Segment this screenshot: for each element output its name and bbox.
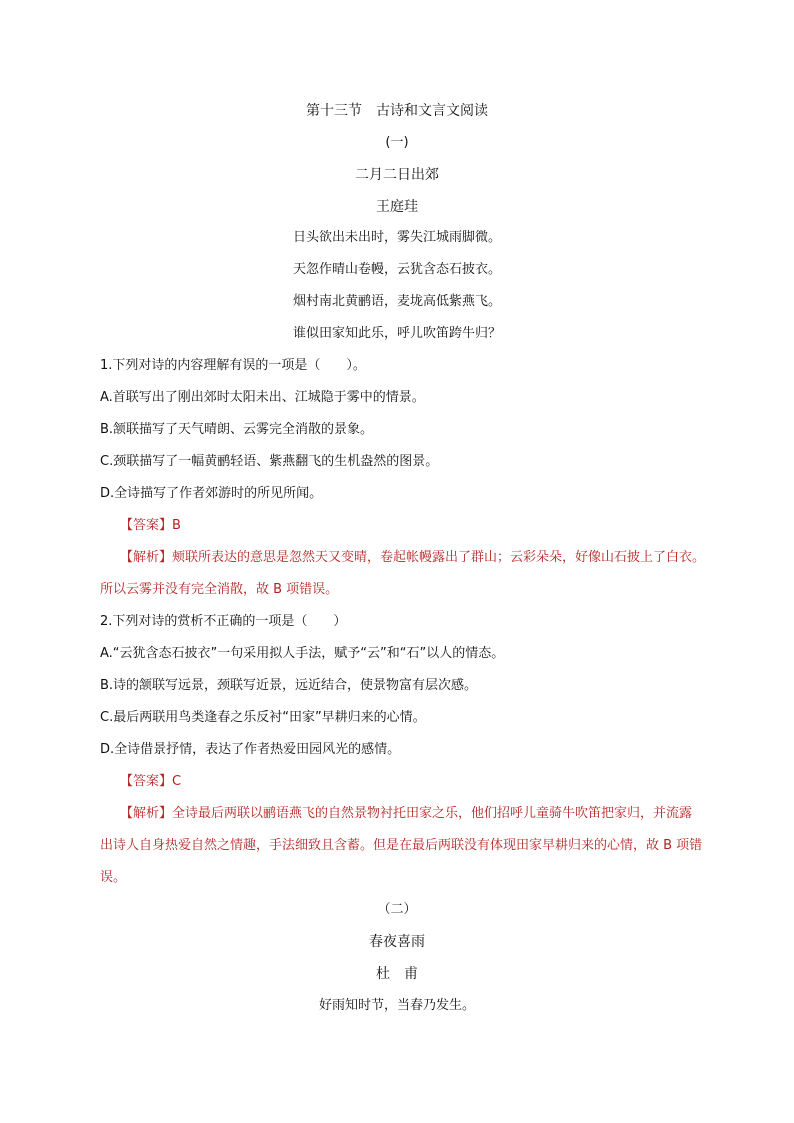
part1-marker: (一): [385, 135, 409, 150]
poem1-line-2: 天忽作晴山卷幔，云犹含态石披衣。: [292, 262, 501, 277]
poem2-author: 杜 甫: [376, 966, 418, 982]
q2-answer-label: 【答案】: [120, 774, 173, 789]
q1-analysis-text-1: 颊联所表达的意思是忽然天又变晴，卷起帐幔露出了群山；云彩朵朵，好像山石披上了白衣。: [172, 550, 706, 565]
poem1-author: 王庭珪: [376, 199, 418, 215]
q1-analysis-label: 【解析】: [120, 550, 173, 565]
q1-answer-value: B: [172, 518, 181, 533]
poem2-line-1: 好雨知时节，当春乃发生。: [318, 998, 475, 1013]
q1-option-a: A.首联写出了刚出郊时太阳未出、江城隐于雾中的情景。: [100, 390, 425, 405]
poem1-line-4: 谁似田家知此乐，呼儿吹笛跨牛归？: [292, 326, 501, 341]
q2-analysis-label: 【解析】: [120, 806, 173, 821]
q2-analysis-text-1: 全诗最后两联以鹂语燕飞的自然景物衬托田家之乐，他们招呼儿童骑牛吹笛把家归，并流露: [172, 806, 693, 821]
q2-answer: [120, 773, 181, 791]
poem1-line-3: 烟村南北黄鹂语，麦垅高低紫燕飞。: [292, 294, 501, 309]
section-title: 第十三节 古诗和文言文阅读: [306, 103, 488, 119]
q2-option-b: B.诗的颔联写远景，颈联写近景，远近结合，使景物富有层次感。: [100, 678, 478, 693]
q1-analysis-line-2: 所以云雾并没有完全消散，故 B 项错误。: [100, 582, 339, 597]
q1-option-d: D.全诗描写了作者郊游时的所见所闻。: [100, 486, 323, 501]
poem1-title: 二月二日出郊: [355, 167, 439, 183]
poem1-line-1: 日头欲出未出时，雾失江城雨脚微。: [292, 230, 501, 245]
q1-answer: [120, 517, 181, 535]
q2-answer-value: C: [172, 774, 182, 789]
part2-marker: （二）: [377, 902, 417, 917]
q2-option-d: D.全诗借景抒情，表达了作者热爱田园风光的感情。: [100, 742, 401, 757]
q1-analysis-line-1: [120, 549, 705, 567]
q1-stem: 1.下列对诗的内容理解有误的一项是（ ）。: [100, 358, 366, 373]
poem2-title: 春夜喜雨: [369, 934, 425, 950]
q2-analysis-line-1: [120, 805, 692, 823]
q1-answer-label: 【答案】: [120, 518, 173, 533]
q1-option-b: B.颔联描写了天气晴朗、云雾完全消散的景象。: [100, 422, 374, 437]
q2-analysis-line-3: 误。: [100, 870, 127, 885]
q2-stem: 2.下列对诗的赏析不正确的一项是（ ）: [100, 614, 347, 629]
q2-analysis-line-2: 出诗人自身热爱自然之情趣，手法细致且含蓄。但是在最后两联没有体现田家早耕归来的心情，故 B 项错: [100, 838, 703, 853]
q2-option-a: A.“云犹含态石披衣”一句采用拟人手法，赋予“云”和“石”以人的情态。: [100, 646, 505, 661]
q2-option-c: C.最后两联用鸟类逢春之乐反衬“田家”早耕归来的心情。: [100, 710, 426, 725]
q1-option-c: C.颈联描写了一幅黄鹂轻语、紫燕翻飞的生机盎然的图景。: [100, 454, 439, 469]
